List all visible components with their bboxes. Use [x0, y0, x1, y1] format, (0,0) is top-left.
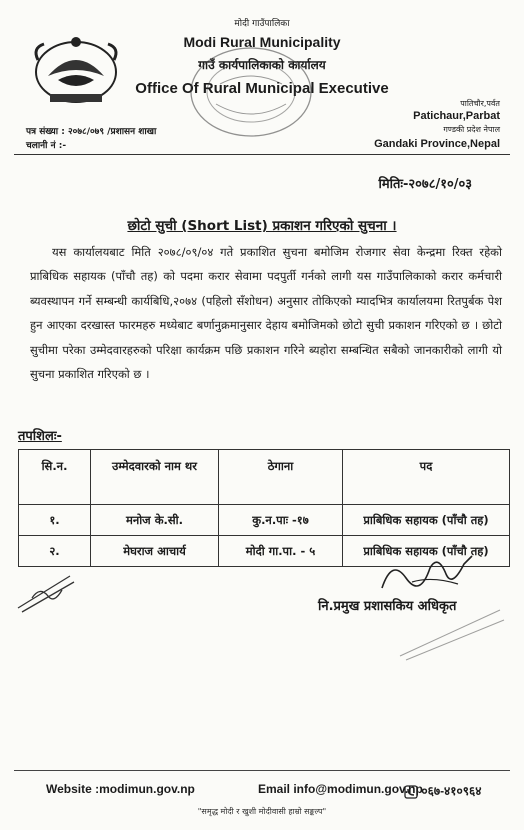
col-header-sn: सि.न.: [19, 450, 91, 505]
office-seal-stamp: [186, 44, 316, 140]
header-divider: [14, 154, 510, 155]
footer-website: Website :modimun.gov.np: [46, 782, 195, 796]
footer-divider: [14, 770, 510, 771]
address-nepali-line1: पातिचौर,पर्वत: [460, 99, 500, 108]
initials-mark: [14, 568, 78, 616]
col-header-name: उम्मेदवारको नाम थर: [91, 450, 219, 505]
footer-email: Email info@modimun.gov.np: [258, 782, 423, 796]
details-label: तपशिलः-: [18, 429, 62, 444]
notice-date: मितिः-२०७८/१०/०३: [378, 177, 472, 192]
notice-body: यस कार्यालयबाट मिति २०७८/०९/०४ गते प्रकाशित सुचना बमोजिम रोजगार सेवा केन्द्रमा रिक्त रहेको प्राबिधिक सहायक (पाँचौ तह) को पदमा करार सेवामा पदपुर्ती गर्नको लागी यस गाउँपालिकाको करार कर्मचारी ब्यवस्थापन गर्ने सम्बन्धी कार्यबिधि,२०७४ (पहिलो सँशोधन) अनुसार तोकिएको म्यादभित्र कार्यालयमा रितपुर्बक पेश हुन आएका दरखास्त फारमहरु मध्येबाट बर्णानुक्रमानुसार देहाय बमोजिमको छोटो सुची प्रकाशन गरिएको छ । छोटो सुचीमा परेका उम्मेदवारहरुको परिक्षा कार्यक्रम पछि प्रकाशन गरिने ब्यहोरा सम्बन्धित सबैको जानकारीको लागी यो सुचना प्रकाशित गरिएको छ ।: [30, 245, 502, 382]
signer-designation: नि.प्रमुख प्रशासकिय अधिकृत: [318, 599, 457, 614]
col-header-post: पद: [343, 450, 510, 505]
address-english-line1: Patichaur,Parbat: [413, 110, 500, 122]
notice-title: छोटो सुची (Short List) प्रकाशन गरिएको सुचना ।: [127, 218, 397, 234]
dispatch-number: चलानी नं :-: [26, 141, 67, 151]
cell-sn: १.: [19, 505, 91, 536]
table-row: [19, 505, 510, 536]
col-header-address: ठेगाना: [219, 450, 343, 505]
address-nepali-line2: गण्डकी प्रदेश नेपाल: [443, 125, 500, 134]
cell-name: मनोज के.सी.: [91, 505, 219, 536]
municipality-name-english: Modi Rural Municipality: [183, 34, 341, 50]
office-name-nepali: गाउँ कार्यपालिकाको कार्यालय: [198, 58, 326, 72]
footer-phone: ०६७-४१०९६४: [421, 784, 482, 798]
cell-post: प्राबिधिक सहायक (पाँचौ तह): [343, 536, 510, 567]
footer-slogan: "समृद्ध मोदी र खुशी मोदीवासी हाम्रो सङ्कल्प": [197, 807, 327, 816]
office-name-english: Office Of Rural Municipal Executive: [135, 80, 389, 97]
municipality-name-nepali: मोदी गाउँपालिका: [234, 19, 290, 29]
cell-address: कु.न.पाः -१७: [219, 505, 343, 536]
table-header-row: [19, 450, 510, 505]
address-english-line2: Gandaki Province,Nepal: [374, 138, 500, 150]
footer-phone-group: [404, 782, 482, 799]
cell-post: प्राबिधिक सहायक (पाँचौ तह): [343, 505, 510, 536]
officer-signature: [372, 548, 482, 596]
cell-sn: २.: [19, 536, 91, 567]
cell-name: मेघराज आचार्य: [91, 536, 219, 567]
phone-icon: [404, 785, 418, 799]
cell-address: मोदी गा.पा. - ५: [219, 536, 343, 567]
designation-stamp: [396, 600, 506, 662]
reference-number: पत्र संख्या : २०७८/०७९ /प्रशासन शाखा: [26, 127, 157, 137]
